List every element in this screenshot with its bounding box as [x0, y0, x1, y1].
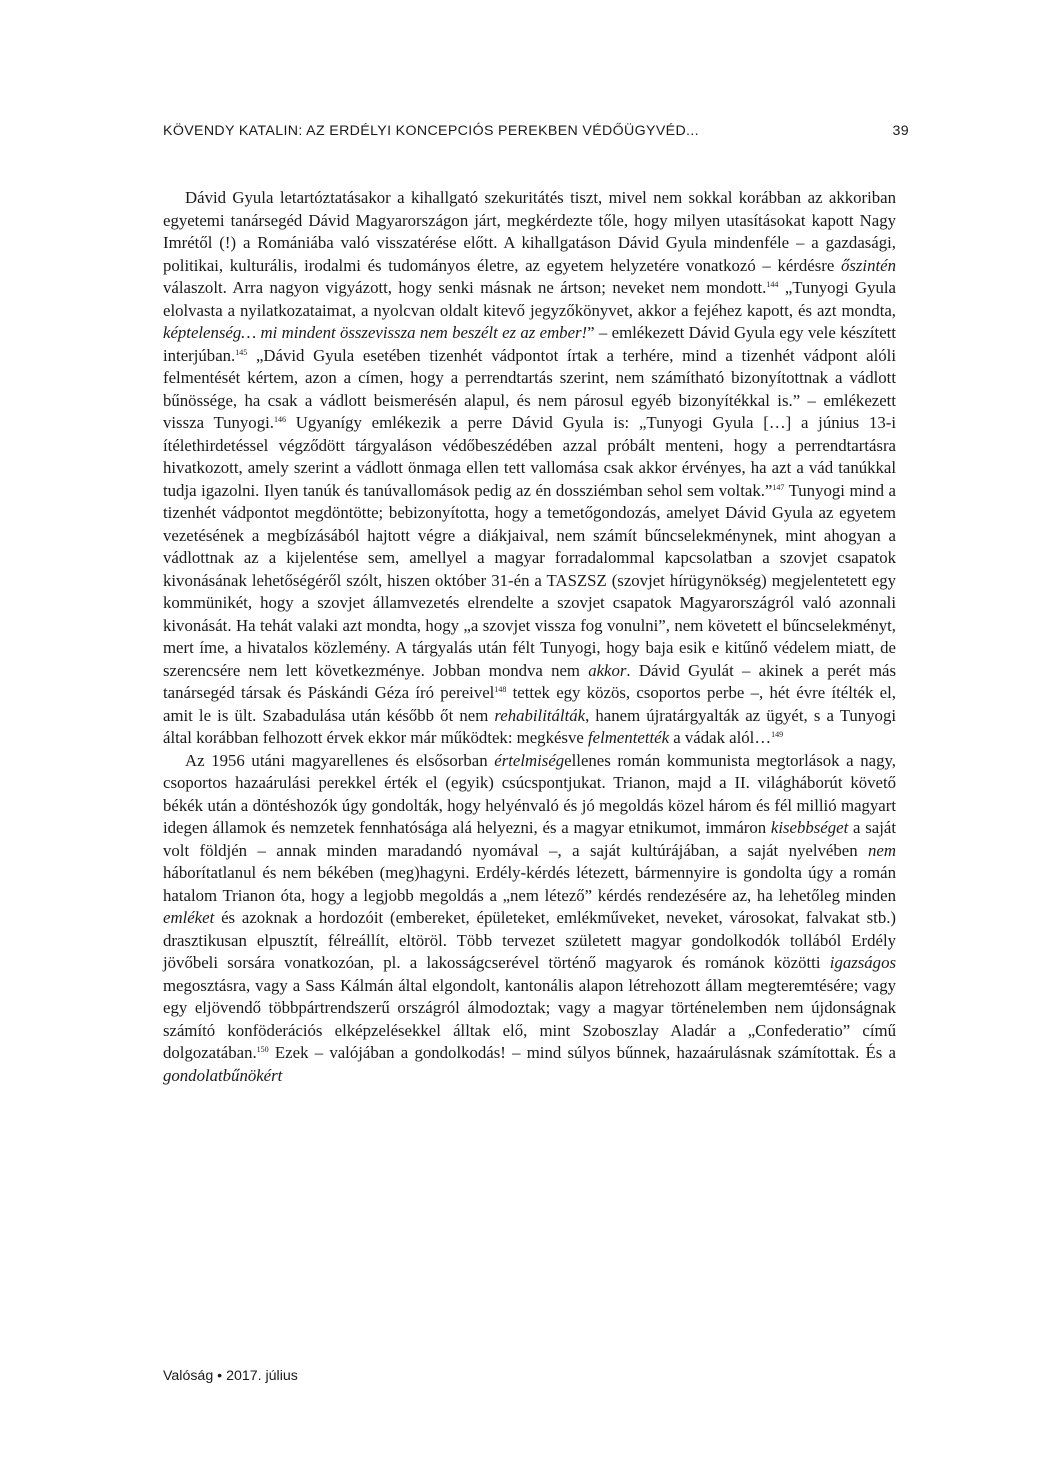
italic-run: rehabilitálták [494, 705, 586, 725]
italic-run: gondolatbűnökért [163, 1065, 283, 1085]
text-run: „Tunyogi Gyula elolvasta a nyilatkozataimat, a nyolcvan oldalt kitevő jegyzőkönyvet, akkor a fejéhez kapott, és azt mondta, [163, 278, 896, 320]
paragraph-1 [163, 187, 896, 750]
text-run: Dávid Gyula letartóztatásakor a kihallgató szekuritátés tiszt, mivel nem sokkal korábban az akkoriban egyetemi tanársegéd Dávid Magyarországon járt, megkérdezte tőle, hogy milyen utasításokat kapott Nagy Imrétől (!) a Romániába való visszatérése előtt. A kihallgatáson Dávid Gyula mindenféle – a gazdasági, politikai, kulturális, irodalmi és tudományos életre, az egyetem helyzetére vonatkozó – kérdésre [163, 188, 896, 275]
text-run: tettek egy közös, csoportos perbe –, hét évre ítélték el, amit le is ült. Szabadulása után később őt nem [163, 683, 896, 725]
footnote-ref-149[interactable]: 149 [771, 730, 784, 739]
italic-run: akkor [588, 660, 627, 680]
text-run: háborítatlanul és nem békében (meg)hagyni. Erdély-kérdés létezett, bármennyire is gondolta úgy a román hatalom Trianon óta, hogy a legjobb megoldás a „nem létező” kérdés rendezésére az, ha lehetőleg minden [163, 863, 896, 905]
text-run: . Dávid Gyulát – akinek a perét más tanársegéd társak és Páskándi Géza író pereivel [163, 660, 896, 702]
running-header [163, 123, 909, 143]
footnote-ref-145[interactable]: 145 [235, 347, 248, 357]
footnote-ref-146[interactable]: 146 [273, 415, 286, 424]
text-run: Tunyogi mind a tizenhét vádpontot megdöntötte; bebizonyította, hogy a temetőgondozás, amelyet Dávid Gyula az egyetem vezetésének a megbízásából hajtott végre a diákjaival, nem számít bűncselekménynek, mint ahogyan a vádlottnak az a kijelentése sem, amellyel a magyar forradalommal kapcsolatban a szovjet csapatok kivonásának lehetőségéről szólt, hiszen október 31-én a TASZSZ (szovjet hírügynökség) megjelentetett egy kommünikét, hogy a szovjet államvezetés elrendelte a szovjet csapatok Magyarországról való azonnali kivonását. Ha tehát valaki azt mondta, hogy „a szovjet vissza fog vonulni”, nem követett el bűncselekményt, mert íme, a hivatalos közlemény. A tárgyalás után félt Tunyogi, hogy baja esik e kitűnő védelem miatt, de szerencsére nem lett következménye. Jobban mondva nem [163, 480, 896, 680]
italic-run: emléket [163, 908, 215, 927]
footnote-ref-150[interactable]: 150 [256, 1045, 269, 1054]
paragraph-2 [163, 750, 896, 1088]
italic-run: kisebbséget [770, 818, 849, 837]
text-run: Ezek – valójában a gondolkodás! – mind súlyos bűnnek, hazaárulásnak számítottak. És a [268, 1043, 896, 1062]
text-run: Ugyanígy emlékezik a perre Dávid Gyula is: „Tunyogi Gyula […] a június 13-i ítélethirdetéssel végződött tárgyaláson védőbeszédében azzal próbált menteni, hogy a perrendtartásra hivatkozott, amely szerint a vádlott önmaga ellen tett vallomása csak akkor érvényes, ha azt a vád tanúkkal tudja igazolni. Ilyen tanúk és tanúvallomások pedig az én dossziémban sehol sem voltak.” [163, 413, 897, 500]
text-run: Az 1956 utáni magyarellenes és elsősorban [185, 750, 495, 770]
italic-run: nem [868, 840, 896, 860]
text-run: ” – emlékezett Dávid Gyula egy vele készített interjúban. [163, 323, 896, 365]
text-run: „Dávid Gyula esetében tizenhét vádpontot írtak a terhére, mind a tizenhét vádpont alóli felmentését kértem, azon a címen, hogy a perrendtartás szerint, nem számítható bizonyítottnak a vádlott bűnössége, ha csak a vádlott beismerésén alapul, és nem párosul egyéb bizonyítékkal is.” – emlékezett vissza Tunyogi. [163, 345, 896, 432]
page-number: 39 [892, 123, 909, 139]
footnote-ref-147[interactable]: 147 [772, 482, 785, 492]
text-run: a saját volt földjén – annak minden maradandó nyomával –, a saját kultúrájában, a saját nyelvében [163, 818, 896, 860]
italic-run: igazságos [829, 953, 896, 972]
text-run: , hanem újratárgyalták az ügyét, s a Tunyogi által korábban felhozott érvek ekkor már működtek: megkésve [163, 705, 896, 747]
text-run: válaszolt. Arra nagyon vigyázott, hogy senki másnak ne ártson; neveket nem mondott. [163, 278, 767, 297]
text-run: ellenes román kommunista megtorlások a nagy, csoportos hazaárulási perekkel érték el (egyik) csúcspontjukat. Trianon, majd a II. világháborút követő békék után a döntéshozók úgy gondolták, hogy helyénvaló és jó megoldás közel három és fél millió magyart idegen államok és nemzetek fennhatósága alá helyezni, és a magyar etnikumot, immáron [163, 750, 896, 837]
text-run: a vádak alól… [669, 728, 772, 747]
italic-run: képtelenség… mi mindent összevissza nem beszélt ez az ember! [163, 323, 588, 342]
footnote-ref-148[interactable]: 148 [494, 685, 507, 694]
footnote-ref-144[interactable]: 144 [766, 280, 779, 289]
text-run: megosztásra, vagy a Sass Kálmán által elgondolt, kantonális alapon létrehozott állam megteremtésére; vagy egy eljövendő többpártrendszerű országról álmodoztak; vagy a magyar történelemben nem újdonságnak számító konföderációs elképzelésekkel álltak elő, mint Szoboszlay Aladár a „Confederatio” című dolgozatában. [163, 975, 896, 1062]
italic-run: felmentették [587, 728, 670, 747]
text-run: és azoknak a hordozóit (embereket, épületeket, emlékműveket, neveket, városokat, falvakat stb.) drasztikusan elpusztít, félreállít, eltöröl. Több tervezet született magyar gondolkodók tollából Erdély jövőbeli sorsára vonatkozóan, pl. a lakosságcserével történő magyarok és románok közötti [163, 908, 896, 972]
italic-run: értelmiség [494, 750, 565, 770]
page-footer: Valóság • 2017. július [163, 1368, 298, 1384]
running-title: KÖVENDY KATALIN: AZ ERDÉLYI KONCEPCIÓS PEREKBEN VÉDŐÜGYVÉD... [163, 123, 699, 139]
article-body [163, 187, 896, 1087]
italic-run: őszintén [840, 255, 896, 275]
